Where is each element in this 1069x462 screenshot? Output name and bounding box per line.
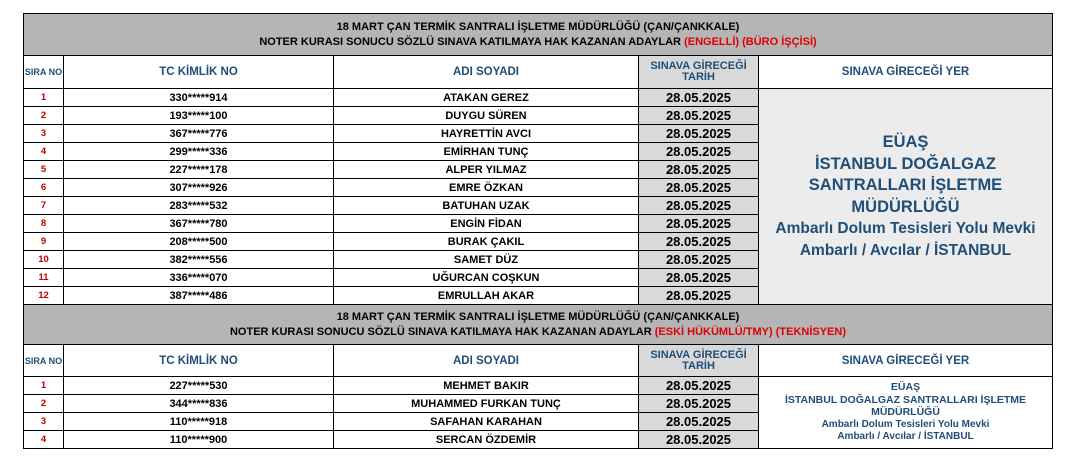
section-title-line2 [24,35,1052,50]
place-addr2: Ambarlı / Avcılar / İSTANBUL [837,431,974,443]
row-number: 4 [24,143,64,161]
row-number: 2 [24,107,64,125]
row-tc: 367*****776 [64,125,334,143]
row-number: 6 [24,179,64,197]
row-date: 28.05.2025 [639,161,759,179]
row-date: 28.05.2025 [639,251,759,269]
col-date-header: SINAVA GİRECEĞİ TARİH [639,345,759,377]
row-number: 2 [24,395,64,413]
table-row [24,377,1053,395]
row-tc: 330*****914 [64,89,334,107]
col-place-header: SINAVA GİRECEĞİ YER [759,56,1053,89]
row-date: 28.05.2025 [639,197,759,215]
row-number: 3 [24,125,64,143]
place-org2: İSTANBUL DOĞALGAZ SANTRALLARI İŞLETME MÜDÜRLÜĞÜ [784,393,1027,419]
row-tc: 382*****556 [64,251,334,269]
row-name: SAFAHAN KARAHAN [334,413,639,431]
row-date: 28.05.2025 [639,125,759,143]
row-date: 28.05.2025 [639,215,759,233]
place-addr1: Ambarlı Dolum Tesisleri Yolu Mevki [821,418,990,430]
row-tc: 367*****780 [64,215,334,233]
row-date: 28.05.2025 [639,89,759,107]
section-title-line1: 18 MART ÇAN TERMİK SANTRALI İŞLETME MÜDÜRLÜĞÜ (ÇAN/ÇANKKALE) [336,310,740,323]
row-name: MEHMET BAKIR [334,377,639,395]
section-title [24,305,1053,345]
row-name: DUYGU SÜREN [334,107,639,125]
section-title [24,14,1053,56]
col-sira-header: SIRA NO [24,56,64,89]
row-date: 28.05.2025 [639,377,759,395]
row-number: 8 [24,215,64,233]
section-title-text: NOTER KURASI SONUCU SÖZLÜ SINAVA KATILMAYA HAK KAZANAN ADAYLAR [259,35,681,48]
row-date: 28.05.2025 [639,233,759,251]
row-name: SAMET DÜZ [334,251,639,269]
col-place-header: SINAVA GİRECEĞİ YER [759,345,1053,377]
candidate-table [23,13,1053,449]
row-date: 28.05.2025 [639,179,759,197]
row-name: MUHAMMED FURKAN TUNÇ [334,395,639,413]
row-tc: 307*****926 [64,179,334,197]
row-name: EMRULLAH AKAR [334,287,639,305]
exam-place [759,377,1053,449]
row-name: HAYRETTİN AVCI [334,125,639,143]
row-name: BURAK ÇAKIL [334,233,639,251]
place-addr1: Ambarlı Dolum Tesisleri Yolu Mevki [775,220,1036,237]
col-date-header: SINAVA GİRECEĞİ TARİH [639,56,759,89]
row-name: EMİRHAN TUNÇ [334,143,639,161]
row-name: BATUHAN UZAK [334,197,639,215]
row-date: 28.05.2025 [639,395,759,413]
row-name: ATAKAN GEREZ [334,89,639,107]
row-name: EMRE ÖZKAN [334,179,639,197]
row-tc: 299*****336 [64,143,334,161]
row-number: 11 [24,269,64,287]
section-category: (ESKİ HÜKÜMLÜ/TMY) (TEKNİSYEN) [654,325,847,338]
col-name-header: ADI SOYADI [334,345,639,377]
section-title-line2 [24,325,1052,340]
section-category: (ENGELLİ) (BÜRO İŞÇİSİ) [684,35,817,48]
table-row [24,89,1053,107]
row-name: ALPER YILMAZ [334,161,639,179]
section-title-row [24,14,1053,56]
row-name: UĞURCAN COŞKUN [334,269,639,287]
row-name: SERCAN ÖZDEMİR [334,431,639,449]
row-tc: 110*****918 [64,413,334,431]
row-number: 12 [24,287,64,305]
col-sira-header: SIRA NO [24,345,64,377]
section-title-line1: 18 MART ÇAN TERMİK SANTRALI İŞLETME MÜDÜRLÜĞÜ (ÇAN/ÇANKKALE) [336,20,740,33]
col-tc-header: TC KİMLİK NO [64,56,334,89]
column-header-row [24,56,1053,89]
place-org1: EÜAŞ [882,133,929,151]
row-number: 10 [24,251,64,269]
row-date: 28.05.2025 [639,413,759,431]
candidate-list-sheet [23,13,1052,449]
place-org1: EÜAŞ [890,381,921,394]
col-tc-header: TC KİMLİK NO [64,345,334,377]
row-tc: 227*****530 [64,377,334,395]
row-date: 28.05.2025 [639,143,759,161]
row-number: 5 [24,161,64,179]
row-name: ENGİN FİDAN [334,215,639,233]
col-name-header: ADI SOYADI [334,56,639,89]
row-tc: 227*****178 [64,161,334,179]
row-date: 28.05.2025 [639,269,759,287]
section-title-row [24,305,1053,345]
column-header-row [24,345,1053,377]
row-tc: 110*****900 [64,431,334,449]
row-date: 28.05.2025 [639,431,759,449]
exam-place [759,89,1053,305]
place-addr2: Ambarlı / Avcılar / İSTANBUL [799,241,1012,259]
row-number: 1 [24,377,64,395]
row-tc: 344*****836 [64,395,334,413]
row-tc: 387*****486 [64,287,334,305]
row-number: 1 [24,89,64,107]
row-tc: 283*****532 [64,197,334,215]
row-number: 7 [24,197,64,215]
section-title-text: NOTER KURASI SONUCU SÖZLÜ SINAVA KATILMAYA HAK KAZANAN ADAYLAR [229,325,652,338]
row-date: 28.05.2025 [639,287,759,305]
row-tc: 208*****500 [64,233,334,251]
row-tc: 336*****070 [64,269,334,287]
row-tc: 193*****100 [64,107,334,125]
row-number: 4 [24,431,64,449]
row-number: 3 [24,413,64,431]
row-number: 9 [24,233,64,251]
place-org2: İSTANBUL DOĞALGAZ SANTRALLARI İŞLETME MÜDÜRLÜĞÜ [808,154,1003,216]
row-date: 28.05.2025 [639,107,759,125]
